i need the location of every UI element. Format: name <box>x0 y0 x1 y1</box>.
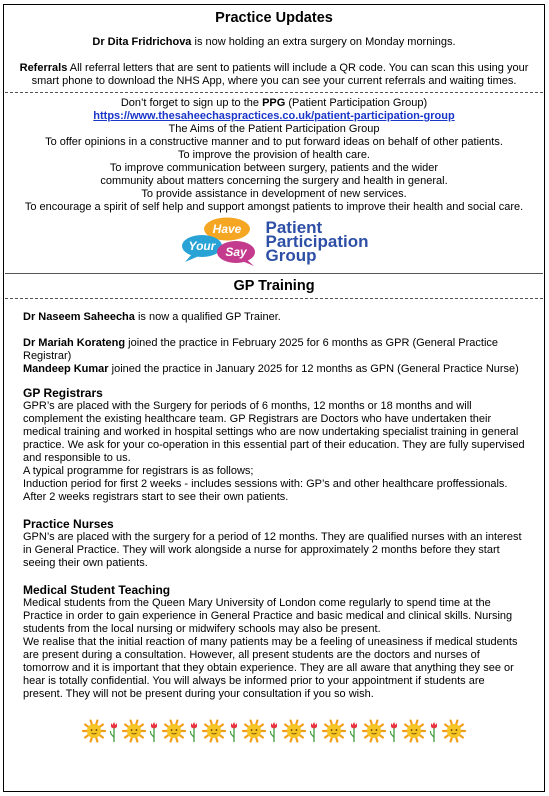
ppg-abbr: PPG <box>262 97 286 109</box>
practice-nurses-body: GPN’s are placed with the surgery for a period of 12 months. They are qualified nurses with an interest in General Practice. They will work alongside a nurse for approximately 2 months before they start seeing their own patients. <box>23 531 522 569</box>
programme-after: After 2 weeks registrars start to see their own patients. <box>23 491 289 503</box>
extra-surgery-notice <box>4 36 544 49</box>
ppg-aim: To provide assistance in development of new services. <box>141 188 407 200</box>
extra-surgery-text: is now holding an extra surgery on Monday mornings. <box>191 36 456 48</box>
ppg-aim: To improve the provision of health care. <box>178 149 370 161</box>
gpr-joined-notice <box>4 337 544 363</box>
tulip-icon <box>429 719 439 743</box>
sun-icon <box>201 719 227 743</box>
ppg-signup-prefix: Don’t forget to sign up to the <box>120 97 263 109</box>
sun-icon <box>401 719 427 743</box>
sun-icon <box>121 719 147 743</box>
newsletter-page <box>3 4 545 792</box>
tulip-icon <box>349 719 359 743</box>
bubble-have-text: Have <box>212 222 241 236</box>
have-your-say-bubbles-icon <box>180 215 264 269</box>
trainer-name: Dr Naseem Saheecha <box>23 311 135 323</box>
sun-icon <box>161 719 187 743</box>
sun-icon <box>441 719 467 743</box>
gp-registrars-heading: GP Registrars <box>23 386 103 400</box>
tulip-icon <box>149 719 159 743</box>
bubble-say-text: Say <box>224 245 247 259</box>
gpr-text: joined the practice in February 2025 for 6 months as GPR (General Practice Registrar) <box>23 337 499 362</box>
tulip-icon <box>309 719 319 743</box>
gpn-name: Mandeep Kumar <box>23 363 109 375</box>
sun-icon <box>321 719 347 743</box>
medical-student-body: Medical students from the Queen Mary University of London come regularly to spend time at the Practice in order to gain experience in General Practice and basic medical and clinical skills. Nursing students from the local nursing or midwifery schools may also be present. <box>23 597 513 635</box>
medical-student-body: We realise that the initial reaction of many patients may be a feeling of uneasiness if medical students are present during a consultation. However, all present students are the doctors and nurses of tomorrow and it is important that they obtain experience. They are all aware that anything they see or hear is totally confidential. You will always be informed prior to your appointment if students are present. They will not be present during your consultation if you so wish. <box>23 636 518 700</box>
doctor-name: Dr Dita Fridrichova <box>92 36 192 48</box>
ppg-aim: To improve communication between surgery, patients and the wider community about matters concerning the surgery and health in general. <box>100 162 448 187</box>
sun-icon <box>281 719 307 743</box>
ppg-logo-line: Participation <box>265 232 369 251</box>
practice-updates-title: Practice Updates <box>215 10 333 26</box>
ppg-signup <box>4 97 544 110</box>
sun-icon <box>81 719 107 743</box>
decorative-flower-border <box>4 719 544 743</box>
tulip-icon <box>389 719 399 743</box>
gpn-joined-notice <box>4 363 544 376</box>
gpn-text: joined the practice in January 2025 for 12 months as GPN (General Practice Nurse) <box>108 363 519 375</box>
tulip-icon <box>109 719 119 743</box>
medical-student-heading: Medical Student Teaching <box>23 583 171 597</box>
ppg-aim: To encourage a spirit of self help and support amongst patients to improve their health and social care. <box>24 201 524 213</box>
ppg-logo-line: Patient <box>265 218 323 237</box>
practice-nurses-heading: Practice Nurses <box>23 517 114 531</box>
referrals-label: Referrals <box>19 62 68 74</box>
ppg-aims-title: The Aims of the Patient Participation Group <box>168 123 380 135</box>
ppg-logo <box>4 214 544 270</box>
tulip-icon <box>229 719 239 743</box>
programme-intro: A typical programme for registrars is as follows; <box>23 465 254 477</box>
tulip-icon <box>269 719 279 743</box>
ppg-signup-suffix: (Patient Participation Group) <box>285 97 428 109</box>
tulip-icon <box>189 719 199 743</box>
gp-trainer-notice <box>4 311 544 324</box>
gp-training-title: GP Training <box>233 278 315 294</box>
referrals-text: All referral letters that are sent to patients will include a QR code. You can scan this using your smart phone to download the NHS App, where you can see your current referrals and waiting times. <box>31 62 529 87</box>
gpr-name: Dr Mariah Korateng <box>23 337 126 349</box>
referrals-notice <box>4 62 544 88</box>
ppg-link[interactable]: https://www.thesaheechaspractices.co.uk/patient-participation-group <box>93 110 455 122</box>
ppg-logo-words <box>265 218 369 265</box>
bubble-your-text: Your <box>188 239 215 253</box>
trainer-text: is now a qualified GP Trainer. <box>134 311 281 323</box>
gp-registrars-body: GPR’s are placed with the Surgery for periods of 6 months, 12 months or 18 months and will complement the existing healthcare team. GP Registrars are Doctors who have undertaken their medical training and worked in hospital settings who are now undertaking specialist training in general practice. We ask for your co-operation in this essential part of their education. They are fully supervised and responsible to us. <box>23 400 525 464</box>
sun-icon <box>361 719 387 743</box>
sun-icon <box>241 719 267 743</box>
programme-induction: Induction period for first 2 weeks - includes sessions with: GP’s and other healthcare proffessionals. <box>23 478 508 490</box>
ppg-logo-line: Group <box>265 246 317 265</box>
ppg-aim: To offer opinions in a constructive manner and to put forward ideas on behalf of other patients. <box>45 136 503 148</box>
